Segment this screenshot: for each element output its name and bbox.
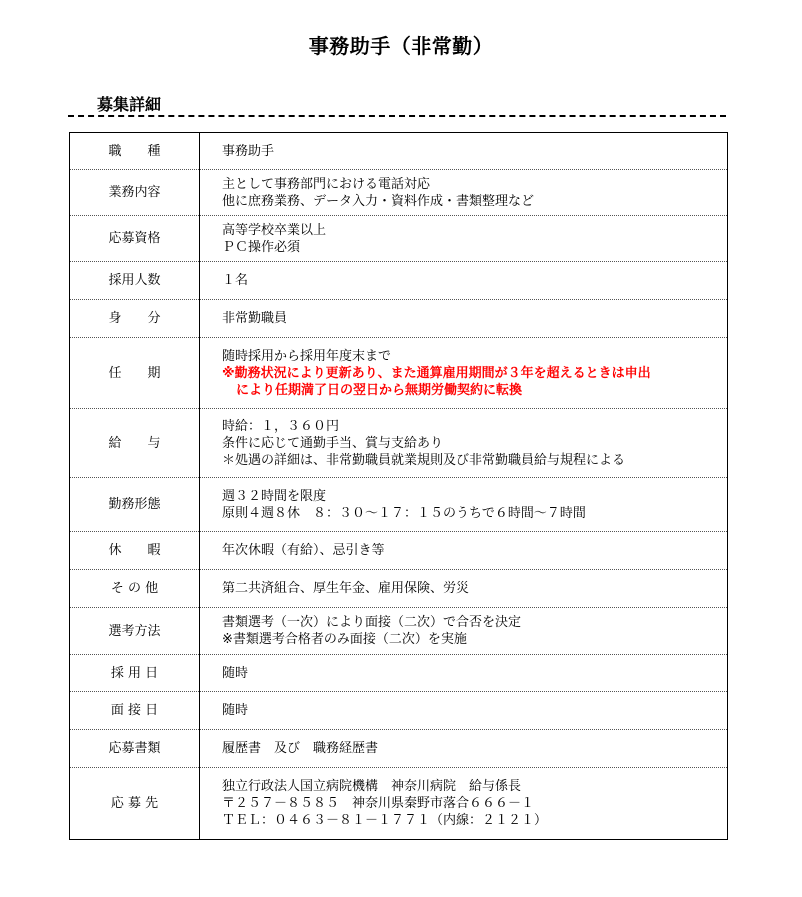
table-row <box>70 338 728 409</box>
table-row <box>70 768 728 840</box>
highlighted-note-line: ※勤務状況により更新あり、また通算雇用期間が３年を超えるときは申出 <box>222 365 651 381</box>
section-divider <box>68 115 726 117</box>
value-line: 他に庶務業務、データ入力・資料作成・書類整理など <box>222 193 535 209</box>
value-line: ＊処遇の詳細は、非常勤職員就業規則及び非常勤職員給与規程による <box>222 452 626 468</box>
value-line: 事務助手 <box>222 143 275 159</box>
row-value <box>200 170 728 216</box>
value-line: １名 <box>222 273 249 288</box>
row-label: 勤務形態 <box>70 478 200 532</box>
table-row <box>70 409 728 478</box>
value-line: 書類選考（一次）により面接（二次）で合否を決定 <box>222 615 522 630</box>
page-title: 事務助手（非常勤） <box>308 34 494 58</box>
value-line: 年次休暇（有給）、忌引き等 <box>222 543 385 558</box>
value-line: ＴＥＬ：０４６３－８１－１７７１（内線：２１２１） <box>222 813 548 828</box>
table-row <box>70 655 728 692</box>
row-label: 業務内容 <box>70 170 200 216</box>
row-value <box>200 133 728 170</box>
row-label: 選考方法 <box>70 608 200 655</box>
table-row <box>70 262 728 300</box>
table-row <box>70 216 728 262</box>
row-value <box>200 692 728 730</box>
table-row <box>70 570 728 608</box>
row-value <box>200 768 728 840</box>
row-label: 面 接 日 <box>70 692 200 730</box>
row-value <box>200 608 728 655</box>
row-value <box>200 338 728 409</box>
value-line: 随時 <box>222 665 249 681</box>
table-row <box>70 300 728 338</box>
value-line: 高等学校卒業以上 <box>222 222 327 238</box>
value-line: 履歴書 及び 職務経歴書 <box>222 741 379 756</box>
row-label: 採用人数 <box>70 262 200 300</box>
row-value <box>200 300 728 338</box>
value-line: 条件に応じて通勤手当、賞与支給あり <box>222 435 444 451</box>
row-value <box>200 532 728 570</box>
table-row <box>70 532 728 570</box>
row-value <box>200 216 728 262</box>
value-line: 主として事務部門における電話対応 <box>222 176 431 192</box>
table-body <box>70 133 728 840</box>
value-line: 随時 <box>222 703 249 718</box>
row-label: 給 与 <box>70 409 200 478</box>
table-row <box>70 478 728 532</box>
highlighted-note-line: により任期満了日の翌日から無期労働契約に転換 <box>236 382 523 398</box>
value-line: 独立行政法人国立病院機構 神奈川病院 給与係長 <box>222 779 522 794</box>
row-label: 応募資格 <box>70 216 200 262</box>
value-line: ※書類選考合格者のみ面接（二次）を実施 <box>222 632 467 647</box>
row-value <box>200 730 728 768</box>
row-label: そ の 他 <box>70 570 200 608</box>
section-heading: 募集詳細 <box>97 95 162 114</box>
value-line: 週３２時間を限度 <box>222 488 327 504</box>
table-row <box>70 730 728 768</box>
value-line: 時給：１，３６０円 <box>222 418 340 434</box>
row-value <box>200 409 728 478</box>
row-label: 任 期 <box>70 338 200 409</box>
table-row <box>70 170 728 216</box>
value-line: ＰＣ操作必須 <box>222 239 301 255</box>
table-row <box>70 608 728 655</box>
table-row <box>70 692 728 730</box>
row-value <box>200 655 728 692</box>
value-line: 随時採用から採用年度末まで <box>222 348 392 364</box>
recruitment-details-table <box>69 132 728 840</box>
row-value <box>200 262 728 300</box>
row-value <box>200 570 728 608</box>
row-label: 応 募 先 <box>70 768 200 840</box>
row-label: 職 種 <box>70 133 200 170</box>
row-label: 応募書類 <box>70 730 200 768</box>
value-line: 〒２５７－８５８５ 神奈川県秦野市落合６６６－１ <box>222 796 535 811</box>
row-label: 休 暇 <box>70 532 200 570</box>
value-line: 第二共済組合、厚生年金、雇用保険、労災 <box>222 581 470 596</box>
table-row <box>70 133 728 170</box>
value-line: 非常勤職員 <box>222 311 288 326</box>
value-line: 原則４週８休 ８：３０～１７：１５のうちで６時間～７時間 <box>222 505 586 521</box>
row-label: 身 分 <box>70 300 200 338</box>
row-label: 採 用 日 <box>70 655 200 692</box>
row-value <box>200 478 728 532</box>
